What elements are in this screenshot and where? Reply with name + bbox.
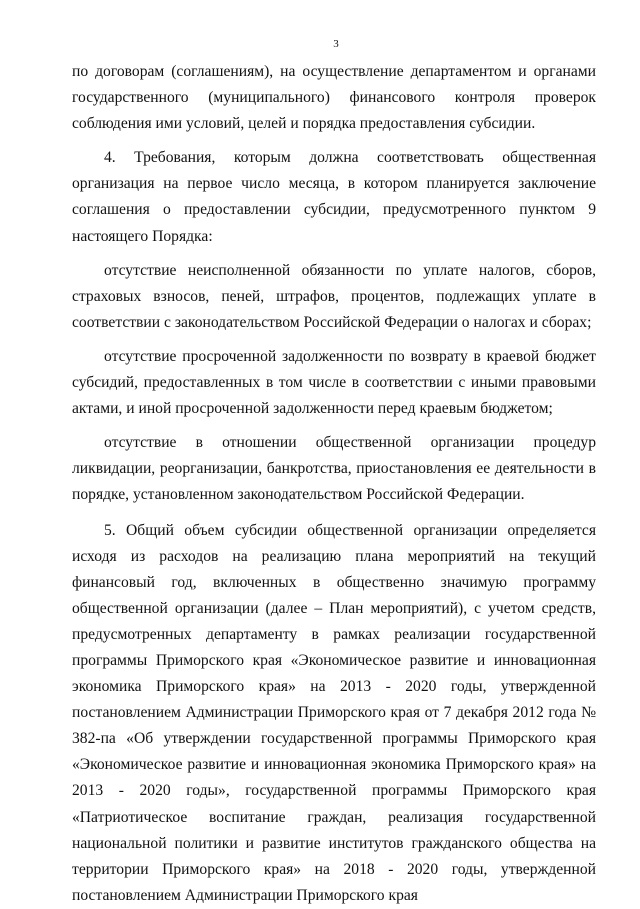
paragraph-requirements: 4. Требования, которым должна соответствовать общественная организация на первое число месяца, в котором планируется заключение соглашения о предоставлении субсидии, предусмотренного пунктом 9 настоящего Порядка: [72, 149, 596, 245]
paragraph-no-liquidation: отсутствие в отношении общественной организации процедур ликвидации, реорганизации, банкротства, приостановления ее деятельности в порядке, установленном законодательством Российской Федерации. [72, 434, 596, 504]
paragraph-no-overdue-debt: отсутствие просроченной задолженности по возврату в краевой бюджет субсидий, предоставленных в том числе в соответствии с иными правовыми актами, и иной просроченной задолженности перед краевым бюджетом; [72, 347, 596, 418]
paragraph-subsidy-volume: 5. Общий объем субсидии общественной организации определяется исходя из расходов на реализацию плана мероприятий на текущий финансовый год, включенных в общественно значимую программу общественной организации (далее – План мероприятий), с учетом средств, предусмотренных департаменту в рамках реализации государственной программы Приморского края «Экономическое развитие и инновационная экономика Приморского края» на 2013 - 2020 годы, утвержденной постановлением Администрации Приморского края от 7 декабря 2012 года № 382-па «Об утверждении государственной программы Приморского края «Экономическое развитие и инновационная экономика Приморского края» на 2013 - 2020 годы», государственной программы Приморского края «Патриотическое воспитание граждан, реализация государственной национальной политики и развитие институтов гражданского общества на территории Приморского края» на 2018 - 2020 годы, утвержденной постановлением Администрации Приморского края [72, 521, 596, 904]
paragraph-no-tax-debt: отсутствие неисполненной обязанности по уплате налогов, сборов, страховых взносов, пеней, штрафов, процентов, подлежащих уплате в соответствии с законодательством Российской Федерации о налогах и сборах; [72, 261, 596, 331]
page-number: 3 [333, 38, 339, 50]
paragraph-continuation: по договорам (соглашениям), на осуществление департаментом и органами государственного (муниципального) финансового контроля проверок соблюдения ими условий, целей и порядка предоставления субсидии. [72, 63, 596, 133]
